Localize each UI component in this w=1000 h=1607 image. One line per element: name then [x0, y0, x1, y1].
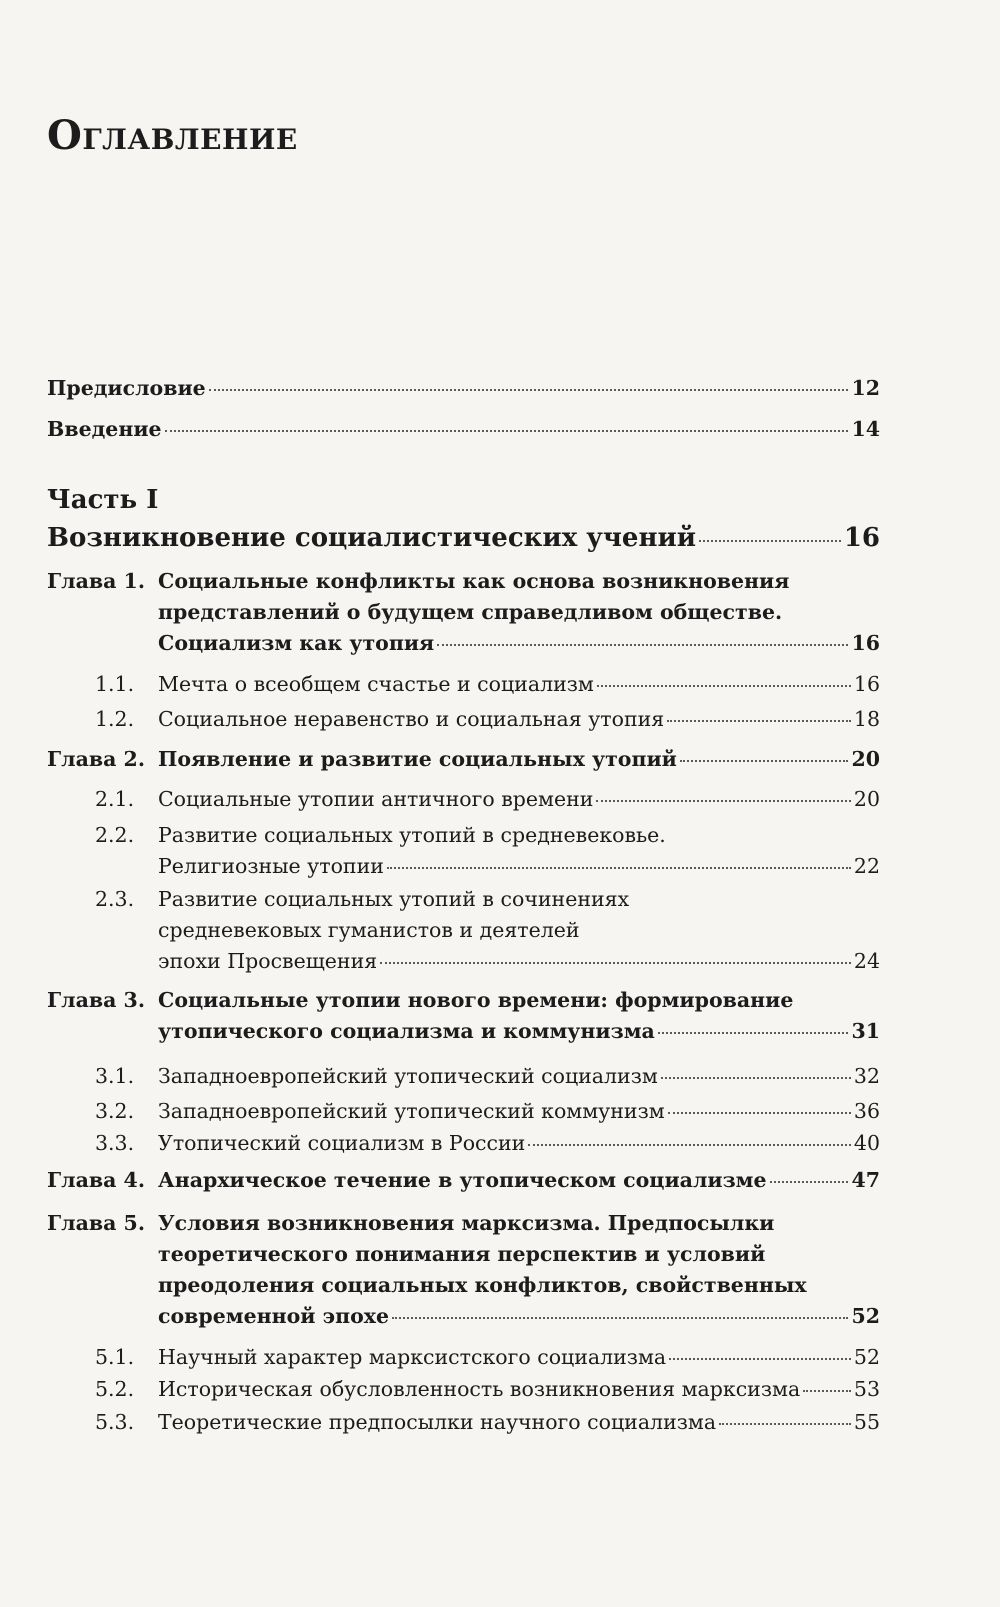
- toc-leader-line: [158, 1016, 880, 1047]
- page-number: 32: [853, 1064, 880, 1088]
- toc-leader-line: [47, 520, 880, 556]
- section-number: 2.1.: [95, 787, 135, 811]
- dot-leader: [387, 866, 851, 869]
- dot-leader: [528, 1143, 851, 1146]
- toc-leader-line: [158, 946, 880, 977]
- section-title: [158, 1374, 880, 1405]
- page-number: 12: [851, 376, 880, 400]
- toc-leader-line: [47, 414, 880, 444]
- chapter-title-line: представлений о будущем справедливом обществе.: [158, 600, 783, 624]
- chapter-title-line: Социальные утопии нового времени: формирование: [158, 988, 794, 1012]
- page-number: 31: [851, 1019, 880, 1043]
- dot-leader: [669, 1357, 851, 1360]
- toc-entry-title: Анархическое течение в утопическом социализме: [158, 1168, 767, 1192]
- page-number: 16: [843, 523, 880, 553]
- section-title: [158, 669, 880, 700]
- page-number: 52: [851, 1304, 880, 1328]
- dot-leader: [437, 643, 848, 646]
- chapter-title-line: теоретического понимания перспектив и условий: [158, 1242, 766, 1266]
- toc-leader-line: [158, 1342, 880, 1373]
- toc-entry-title: Введение: [47, 417, 162, 441]
- section-number: 2.3.: [95, 887, 135, 911]
- toc-leader-line: [158, 1128, 880, 1159]
- toc-entry-title: Мечта о всеобщем счастье и социализм: [158, 672, 594, 696]
- dot-leader: [597, 684, 851, 687]
- toc-leader-line: [158, 784, 880, 815]
- section-number: 5.2.: [95, 1377, 135, 1401]
- section-number: 3.3.: [95, 1131, 135, 1155]
- toc-entry-title: Научный характер марксистского социализма: [158, 1345, 667, 1369]
- page-number: 16: [853, 672, 880, 696]
- dot-leader: [719, 1422, 851, 1425]
- section-title: [158, 784, 880, 815]
- chapter-title-line: Социальные конфликты как основа возникновения: [158, 569, 790, 593]
- part-title: Возникновение социалистических учений: [47, 523, 697, 553]
- section-title: [158, 1061, 880, 1092]
- section-number: 2.2.: [95, 823, 135, 847]
- part-title-row: [47, 520, 880, 556]
- toc-leader-line: [158, 1165, 880, 1196]
- toc-entry-title: Историческая обусловленность возникновения марксизма: [158, 1377, 801, 1401]
- page-title: Оглавление: [47, 112, 298, 159]
- toc-entry-text: [47, 373, 880, 403]
- dot-leader: [770, 1180, 849, 1183]
- toc-entry-title: Религиозные утопии: [158, 854, 384, 878]
- section-number: 1.1.: [95, 672, 135, 696]
- toc-leader-line: [158, 704, 880, 735]
- page-number: 22: [853, 854, 880, 878]
- chapter-number: Глава 3.: [47, 988, 145, 1012]
- dot-leader: [380, 961, 851, 964]
- section-title-line: Развитие социальных утопий в сочинениях: [158, 887, 630, 911]
- dot-leader: [803, 1389, 851, 1392]
- toc-leader-line: [158, 1061, 880, 1092]
- section-title: [158, 820, 880, 882]
- dot-leader: [661, 1076, 851, 1079]
- section-number: 5.3.: [95, 1410, 135, 1434]
- page-number: 53: [853, 1377, 880, 1401]
- chapter-number: Глава 1.: [47, 569, 145, 593]
- toc-entry-title: Социальные утопии античного времени: [158, 787, 594, 811]
- dot-leader: [699, 539, 841, 542]
- page-number: 55: [853, 1410, 880, 1434]
- toc-entry-title: Предисловие: [47, 376, 206, 400]
- page-number: 18: [853, 707, 880, 731]
- section-title: [158, 1128, 880, 1159]
- toc-entry-title: Западноевропейский утопический коммунизм: [158, 1099, 665, 1123]
- dot-leader: [667, 719, 851, 722]
- toc-leader-line: [158, 744, 880, 775]
- dot-leader: [680, 759, 849, 762]
- toc-entry-title: утопического социализма и коммунизма: [158, 1019, 655, 1043]
- chapter-title: [158, 566, 880, 659]
- page-number: 36: [853, 1099, 880, 1123]
- chapter-title: [158, 744, 880, 775]
- dot-leader: [658, 1031, 849, 1034]
- section-title-line: средневековых гуманистов и деятелей: [158, 918, 580, 942]
- section-number: 1.2.: [95, 707, 135, 731]
- toc-entry-title: Появление и развитие социальных утопий: [158, 747, 677, 771]
- page-number: 20: [853, 787, 880, 811]
- section-number: 3.1.: [95, 1064, 135, 1088]
- toc-leader-line: [158, 628, 880, 659]
- chapter-title: [158, 985, 880, 1047]
- dot-leader: [165, 429, 849, 432]
- toc-leader-line: [158, 851, 880, 882]
- dot-leader: [209, 388, 849, 391]
- section-title: [158, 704, 880, 735]
- page-number: 40: [853, 1131, 880, 1155]
- section-title: [158, 884, 880, 977]
- chapter-number: Глава 4.: [47, 1168, 145, 1192]
- section-number: 5.1.: [95, 1345, 135, 1369]
- toc-entry-title: эпохи Просвещения: [158, 949, 378, 973]
- chapter-title-line: Условия возникновения марксизма. Предпосылки: [158, 1211, 775, 1235]
- toc-leader-line: [158, 1096, 880, 1127]
- section-title: [158, 1096, 880, 1127]
- chapter-number: Глава 5.: [47, 1211, 145, 1235]
- part-number: Часть I: [47, 485, 159, 515]
- section-number: 3.2.: [95, 1099, 135, 1123]
- toc-leader-line: [158, 1301, 880, 1332]
- chapter-title-line: преодоления социальных конфликтов, свойственных: [158, 1273, 807, 1297]
- toc-entry-title: современной эпохе: [158, 1304, 390, 1328]
- page-number: 52: [853, 1345, 880, 1369]
- toc-entry-title: Западноевропейский утопический социализм: [158, 1064, 658, 1088]
- page-number: 20: [851, 747, 880, 771]
- toc-entry-title: Социализм как утопия: [158, 631, 435, 655]
- toc-entry-text: [47, 414, 880, 444]
- section-title: [158, 1342, 880, 1373]
- section-title: [158, 1407, 880, 1438]
- section-title-line: Развитие социальных утопий в средневековье.: [158, 823, 666, 847]
- toc-leader-line: [158, 1374, 880, 1405]
- toc-leader-line: [158, 669, 880, 700]
- toc-entry-title: Социальное неравенство и социальная утопия: [158, 707, 665, 731]
- toc-leader-line: [158, 1407, 880, 1438]
- dot-leader: [392, 1316, 848, 1319]
- chapter-title: [158, 1208, 880, 1332]
- toc-entry-title: Теоретические предпосылки научного социализма: [158, 1410, 717, 1434]
- page-number: 24: [853, 949, 880, 973]
- toc-entry-title: Утопический социализм в России: [158, 1131, 526, 1155]
- page-number: 16: [851, 631, 880, 655]
- page-number: 47: [851, 1168, 880, 1192]
- toc-leader-line: [47, 373, 880, 403]
- dot-leader: [596, 799, 851, 802]
- dot-leader: [668, 1111, 851, 1114]
- chapter-number: Глава 2.: [47, 747, 145, 771]
- page-number: 14: [851, 417, 880, 441]
- chapter-title: [158, 1165, 880, 1196]
